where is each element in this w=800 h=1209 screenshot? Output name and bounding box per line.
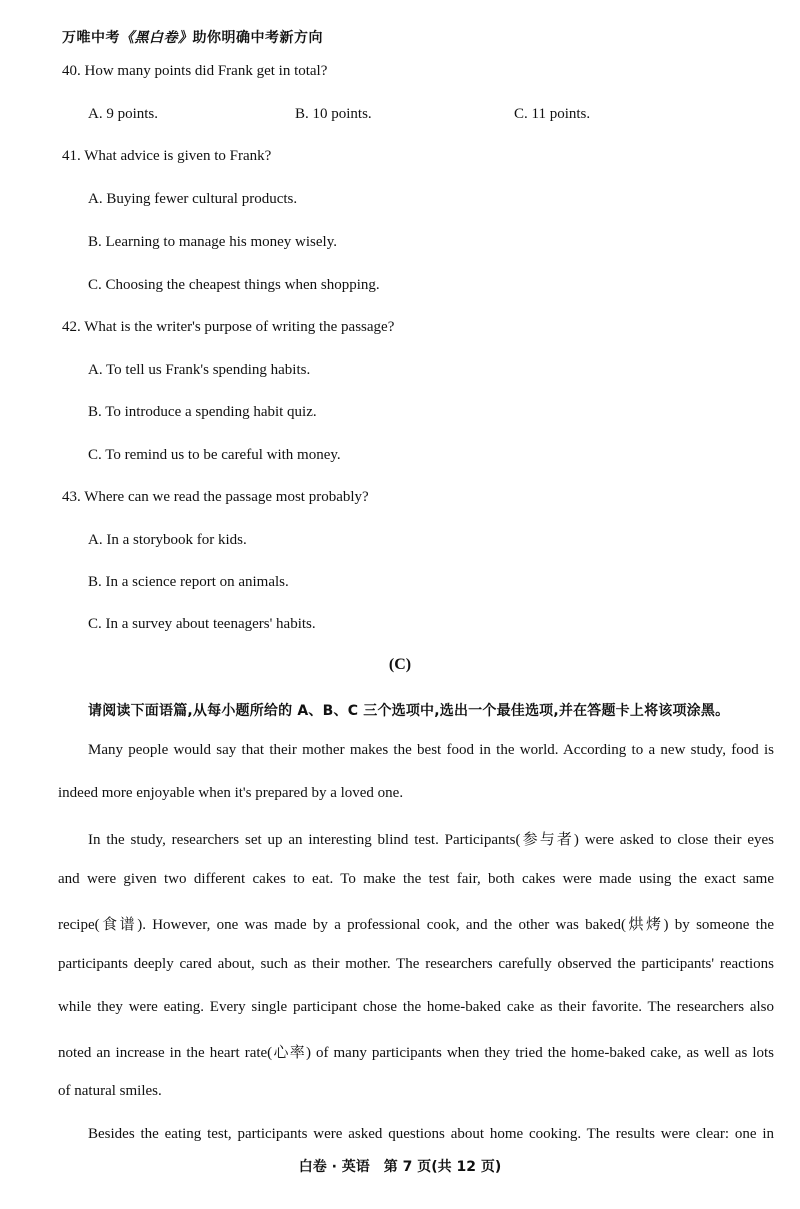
paragraph-1-line-1: Many people would say that their mother makes the best food in the world. According to a new study, food is (88, 742, 774, 758)
paragraph-2-line-5: while they were eating. Every single participant chose the home-baked cake as their favorite. The researchers also (58, 999, 774, 1015)
paragraph-2-line-7: of natural smiles. (58, 1083, 162, 1099)
option-40-c: C. 11 points. (514, 106, 591, 122)
section-instruction: 请阅读下面语篇,从每小题所给的 A、B、C 三个选项中,选出一个最佳选项,并在答题卡上将该项涂黑。 (88, 703, 730, 719)
paragraph-2-line-6: noted an increase in the heart rate(心率) of many participants when they tried the home-baked cake, as well as lots (58, 1045, 774, 1061)
option-41-b: B. Learning to manage his money wisely. (88, 234, 337, 250)
question-text: What is the writer's purpose of writing the passage? (84, 319, 395, 335)
header-suffix: 助你明确中考新方向 (192, 30, 323, 46)
paragraph-3-line-1: Besides the eating test, participants were asked questions about home cooking. The results were clear: one in (88, 1126, 774, 1142)
question-41 (62, 148, 271, 165)
header-brand: 《黑白卷》 (120, 30, 193, 46)
question-number: 40. (62, 63, 81, 79)
section-title: (C) (388, 656, 412, 673)
option-43-c: C. In a survey about teenagers' habits. (88, 616, 316, 632)
page-header (62, 27, 323, 47)
option-42-b: B. To introduce a spending habit quiz. (88, 404, 317, 420)
question-text: What advice is given to Frank? (84, 148, 272, 164)
paragraph-2-line-4: participants deeply cared about, such as their mother. The researchers carefully observed the participants' reactions (58, 956, 774, 972)
option-42-a: A. To tell us Frank's spending habits. (88, 362, 311, 378)
option-40-a: A. 9 points. (88, 106, 159, 122)
option-41-a: A. Buying fewer cultural products. (88, 191, 298, 207)
option-43-a: A. In a storybook for kids. (88, 532, 247, 548)
paragraph-2-line-1: In the study, researchers set up an interesting blind test. Participants(参与者) were asked to close their eyes (88, 832, 774, 848)
question-40 (62, 63, 327, 80)
paragraph-2-line-2: and were given two different cakes to eat. To make the test fair, both cakes were made using the exact same (58, 871, 774, 887)
page-footer: 白卷 · 英语 第 7 页(共 12 页) (298, 1159, 502, 1175)
question-number: 41. (62, 148, 81, 164)
option-41-c: C. Choosing the cheapest things when shopping. (88, 277, 380, 293)
option-40-b: B. 10 points. (295, 106, 372, 122)
question-text: How many points did Frank get in total? (84, 63, 328, 79)
paragraph-1-line-2: indeed more enjoyable when it's prepared by a loved one. (58, 785, 404, 801)
question-number: 42. (62, 319, 81, 335)
option-43-b: B. In a science report on animals. (88, 574, 289, 590)
question-number: 43. (62, 489, 81, 505)
header-prefix: 万唯中考 (62, 30, 120, 46)
paragraph-2-line-3: recipe(食谱). However, one was made by a professional cook, and the other was baked(烘烤) by someone the (58, 917, 774, 933)
question-text: Where can we read the passage most probably? (84, 489, 369, 505)
option-42-c: C. To remind us to be careful with money. (88, 447, 341, 463)
question-43 (62, 489, 369, 506)
question-42 (62, 319, 394, 336)
